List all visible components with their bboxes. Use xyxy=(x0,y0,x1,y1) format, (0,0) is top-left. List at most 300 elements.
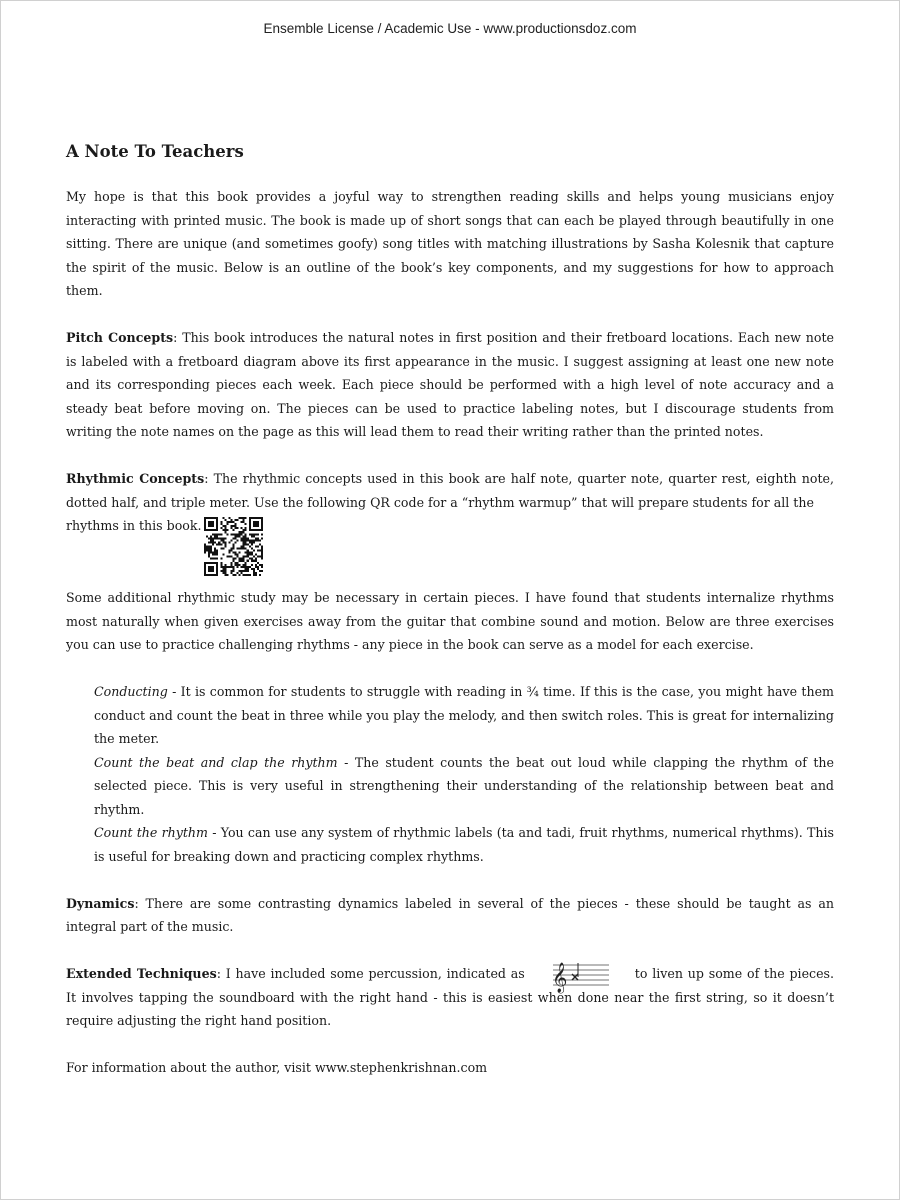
qr-module xyxy=(214,554,216,556)
qr-module xyxy=(242,548,244,550)
qr-module xyxy=(256,525,258,527)
qr-module xyxy=(214,548,216,550)
qr-module xyxy=(204,552,206,554)
qr-module xyxy=(228,521,230,523)
qr-module xyxy=(220,533,222,535)
qr-module xyxy=(256,545,258,547)
qr-module xyxy=(216,568,218,570)
qr-module xyxy=(244,539,246,541)
qr-module xyxy=(204,550,206,552)
qr-module xyxy=(240,560,242,562)
qr-module xyxy=(204,568,206,570)
qr-module xyxy=(250,548,252,550)
qr-module xyxy=(224,570,226,572)
qr-module xyxy=(226,523,228,525)
qr-module xyxy=(232,537,234,539)
qr-module xyxy=(218,541,220,543)
qr-module xyxy=(224,564,226,566)
qr-module xyxy=(246,568,248,570)
qr-module xyxy=(238,535,240,537)
pitch-heading: Pitch Concepts xyxy=(66,330,174,345)
qr-module xyxy=(210,545,212,547)
qr-module xyxy=(242,531,244,533)
qr-module xyxy=(258,517,260,519)
qr-module xyxy=(242,517,244,519)
qr-module xyxy=(256,533,258,535)
qr-module xyxy=(216,562,218,564)
qr-module xyxy=(256,550,258,552)
exercise-item xyxy=(94,680,834,751)
qr-module xyxy=(246,556,248,558)
qr-module xyxy=(250,539,252,541)
qr-module xyxy=(240,566,242,568)
qr-module xyxy=(244,541,246,543)
qr-module xyxy=(260,529,262,531)
qr-module xyxy=(212,525,214,527)
qr-module xyxy=(242,521,244,523)
qr-module xyxy=(216,550,218,552)
qr-module xyxy=(212,523,214,525)
qr-module xyxy=(258,564,260,566)
qr-module xyxy=(252,560,254,562)
qr-module xyxy=(234,554,236,556)
rhythm-paragraph xyxy=(66,467,834,514)
qr-module xyxy=(232,533,234,535)
qr-module xyxy=(256,521,258,523)
qr-module xyxy=(260,545,262,547)
percussion-staff-icon xyxy=(551,955,611,995)
qr-module xyxy=(208,545,210,547)
qr-module xyxy=(210,523,212,525)
qr-module xyxy=(210,566,212,568)
qr-module xyxy=(244,533,246,535)
qr-module xyxy=(216,564,218,566)
qr-module xyxy=(248,539,250,541)
qr-module xyxy=(210,568,212,570)
additional-paragraph: Some additional rhythmic study may be necessary in certain pieces. I have found that students internalize rhythms most naturally when given exercises away from the guitar that combine sound and motion. Below are three exercises you can use to practice challenging rhythms - any piece in the book can serve as a model for each exercise. xyxy=(66,590,834,652)
qr-module xyxy=(212,562,214,564)
qr-module xyxy=(244,548,246,550)
qr-module xyxy=(214,533,216,535)
qr-module xyxy=(260,517,262,519)
qr-module xyxy=(220,558,222,560)
pitch-text: : This book introduces the natural notes in first position and their fretboard locations. Each new note is labeled with a fretboard diagram above its first appearance in the music. I suggest assigning at least one new note and its corresponding pieces each week. Each piece should be performed with a high level of note accuracy and a steady beat before moving on. The pieces can be used to practice labeling notes, but I discourage students from writing the note names on the page as this will lead them to read their writing rather than the printed notes. xyxy=(66,330,834,439)
qr-module xyxy=(254,558,256,560)
qr-module xyxy=(244,523,246,525)
qr-module xyxy=(214,552,216,554)
qr-module xyxy=(208,537,210,539)
qr-module xyxy=(246,537,248,539)
qr-module xyxy=(210,525,212,527)
qr-module xyxy=(254,529,256,531)
qr-module xyxy=(240,558,242,560)
qr-module xyxy=(236,548,238,550)
qr-module xyxy=(234,523,236,525)
qr-module xyxy=(206,550,208,552)
extended-text-a: : I have included some percussion, indicated as xyxy=(216,966,525,981)
qr-module xyxy=(256,523,258,525)
qr-module xyxy=(248,574,250,576)
qr-module xyxy=(216,554,218,556)
qr-module xyxy=(224,566,226,568)
pitch-paragraph xyxy=(66,326,834,444)
qr-module xyxy=(230,572,232,574)
qr-module xyxy=(228,556,230,558)
qr-module xyxy=(242,566,244,568)
qr-module xyxy=(208,562,210,564)
qr-module xyxy=(216,527,218,529)
qr-module xyxy=(226,574,228,576)
qr-module xyxy=(212,517,214,519)
qr-module xyxy=(234,541,236,543)
document-body xyxy=(66,140,834,1103)
qr-module xyxy=(236,554,238,556)
qr-module xyxy=(216,537,218,539)
qr-module xyxy=(226,521,228,523)
rhythm-text: : The rhythmic concepts used in this book are half note, quarter note, quarter rest, eighth note, dotted half, and triple meter. Use the following QR code for a “rhythm warmup” that will prepare students for all the xyxy=(66,471,834,510)
author-website-link[interactable]: www.stephenkrishnan.com xyxy=(314,1060,488,1075)
qr-module xyxy=(256,537,258,539)
qr-module xyxy=(244,564,246,566)
qr-module xyxy=(234,519,236,521)
qr-module xyxy=(220,566,222,568)
qr-module xyxy=(216,525,218,527)
qr-module xyxy=(216,572,218,574)
qr-module xyxy=(212,543,214,545)
qr-module xyxy=(212,539,214,541)
exercise-text: - The student counts the beat out loud while clapping the rhythm of the selected piece. This is very useful in strengthening their understanding of the relationship between beat and rhythm. xyxy=(94,754,834,817)
qr-module xyxy=(234,527,236,529)
qr-module xyxy=(258,550,260,552)
rhythm-text-end: rhythms in this book. xyxy=(66,518,202,533)
qr-module xyxy=(226,529,228,531)
qr-code-icon[interactable] xyxy=(204,517,263,576)
qr-module xyxy=(218,537,220,539)
qr-module xyxy=(238,548,240,550)
qr-module xyxy=(216,543,218,545)
qr-module xyxy=(244,537,246,539)
qr-module xyxy=(252,541,254,543)
qr-module xyxy=(204,545,206,547)
qr-module xyxy=(230,533,232,535)
qr-module xyxy=(214,517,216,519)
qr-module xyxy=(240,572,242,574)
qr-module xyxy=(238,552,240,554)
qr-module xyxy=(230,539,232,541)
qr-module xyxy=(224,543,226,545)
qr-module xyxy=(210,570,212,572)
qr-module xyxy=(248,552,250,554)
qr-module xyxy=(232,529,234,531)
qr-module xyxy=(214,550,216,552)
qr-module xyxy=(246,552,248,554)
qr-module xyxy=(246,570,248,572)
qr-module xyxy=(204,525,206,527)
qr-module xyxy=(204,519,206,521)
qr-module xyxy=(212,566,214,568)
qr-module xyxy=(214,529,216,531)
exercise-item xyxy=(94,821,834,868)
qr-module xyxy=(256,556,258,558)
qr-module xyxy=(224,541,226,543)
dynamics-paragraph xyxy=(66,892,834,939)
qr-module xyxy=(206,535,208,537)
qr-module xyxy=(234,537,236,539)
qr-module xyxy=(222,566,224,568)
extended-heading: Extended Techniques xyxy=(66,966,217,981)
qr-module xyxy=(220,523,222,525)
qr-module xyxy=(208,525,210,527)
qr-module xyxy=(256,566,258,568)
qr-module xyxy=(224,529,226,531)
qr-module xyxy=(232,560,234,562)
qr-module xyxy=(212,554,214,556)
qr-module xyxy=(220,570,222,572)
qr-module xyxy=(246,554,248,556)
qr-module xyxy=(242,541,244,543)
qr-module xyxy=(228,552,230,554)
qr-module xyxy=(256,562,258,564)
qr-module xyxy=(258,556,260,558)
qr-module xyxy=(234,533,236,535)
qr-module xyxy=(204,548,206,550)
qr-module xyxy=(236,556,238,558)
qr-module xyxy=(260,519,262,521)
qr-module xyxy=(238,531,240,533)
qr-module xyxy=(208,554,210,556)
qr-module xyxy=(226,556,228,558)
qr-module xyxy=(258,570,260,572)
qr-module xyxy=(234,558,236,560)
qr-module xyxy=(252,539,254,541)
qr-module xyxy=(254,521,256,523)
qr-module xyxy=(248,517,250,519)
qr-module xyxy=(248,533,250,535)
qr-module xyxy=(236,564,238,566)
qr-module xyxy=(248,566,250,568)
qr-module xyxy=(218,543,220,545)
qr-module xyxy=(238,558,240,560)
qr-module xyxy=(256,529,258,531)
qr-module xyxy=(248,519,250,521)
qr-module xyxy=(226,566,228,568)
qr-module xyxy=(210,558,212,560)
qr-module xyxy=(222,529,224,531)
qr-module xyxy=(206,545,208,547)
qr-module xyxy=(250,541,252,543)
qr-module xyxy=(206,574,208,576)
qr-module xyxy=(208,574,210,576)
qr-module xyxy=(260,564,262,566)
qr-module xyxy=(224,519,226,521)
qr-module xyxy=(232,525,234,527)
qr-module xyxy=(212,558,214,560)
qr-module xyxy=(242,574,244,576)
qr-module xyxy=(208,517,210,519)
qr-module xyxy=(210,552,212,554)
qr-module xyxy=(240,570,242,572)
qr-module xyxy=(222,517,224,519)
qr-module xyxy=(222,541,224,543)
qr-module xyxy=(250,568,252,570)
qr-module xyxy=(242,537,244,539)
page-title: A Note To Teachers xyxy=(66,142,244,161)
qr-module xyxy=(238,570,240,572)
qr-module xyxy=(232,543,234,545)
qr-module xyxy=(208,550,210,552)
qr-module xyxy=(224,574,226,576)
qr-module xyxy=(230,564,232,566)
exercise-name: Count the beat and clap the rhythm xyxy=(94,754,338,770)
qr-module xyxy=(230,527,232,529)
qr-module xyxy=(204,543,206,545)
qr-module xyxy=(204,566,206,568)
qr-module xyxy=(242,556,244,558)
qr-module xyxy=(212,537,214,539)
qr-module xyxy=(234,574,236,576)
qr-module xyxy=(244,517,246,519)
qr-module xyxy=(230,570,232,572)
qr-module xyxy=(204,517,206,519)
qr-module xyxy=(254,545,256,547)
intro-paragraph: My hope is that this book provides a joyful way to strengthen reading skills and helps young musicians enjoy interacting with printed music. The book is made up of short songs that can each be played through beautifully in one sitting. There are unique (and sometimes goofy) song titles with matching illustrations by Sasha Kolesnik that capture the spirit of the music. Below is an outline of the book’s key components, and my suggestions for how to approach them. xyxy=(66,189,834,298)
qr-module xyxy=(236,539,238,541)
qr-module xyxy=(214,558,216,560)
qr-module xyxy=(250,554,252,556)
qr-module xyxy=(210,537,212,539)
qr-module xyxy=(248,545,250,547)
extended-paragraph xyxy=(66,962,834,1033)
exercise-text: - It is common for students to struggle with reading in ¾ time. If this is the case, you might have them conduct and count the beat in three while you play the melody, and then switch roles. This is great for internalizing the meter. xyxy=(94,684,834,746)
qr-module xyxy=(216,570,218,572)
qr-module xyxy=(218,533,220,535)
qr-module xyxy=(244,562,246,564)
qr-module xyxy=(204,574,206,576)
qr-module xyxy=(260,570,262,572)
qr-module xyxy=(230,525,232,527)
qr-module xyxy=(248,521,250,523)
qr-module xyxy=(208,552,210,554)
qr-module xyxy=(254,525,256,527)
qr-module xyxy=(220,537,222,539)
qr-module xyxy=(260,525,262,527)
qr-module xyxy=(244,529,246,531)
qr-module xyxy=(242,519,244,521)
qr-module xyxy=(260,533,262,535)
qr-module xyxy=(216,517,218,519)
qr-module xyxy=(252,556,254,558)
qr-module xyxy=(260,537,262,539)
qr-module xyxy=(240,545,242,547)
qr-module xyxy=(242,539,244,541)
qr-module xyxy=(222,568,224,570)
qr-module xyxy=(260,523,262,525)
exercise-list xyxy=(66,680,834,868)
qr-module xyxy=(254,560,256,562)
qr-module xyxy=(204,529,206,531)
qr-module xyxy=(206,517,208,519)
qr-module xyxy=(244,556,246,558)
qr-module xyxy=(238,564,240,566)
qr-module xyxy=(212,521,214,523)
qr-module xyxy=(222,525,224,527)
qr-module xyxy=(250,552,252,554)
qr-module xyxy=(236,562,238,564)
qr-module xyxy=(242,543,244,545)
qr-module xyxy=(210,521,212,523)
qr-module xyxy=(238,533,240,535)
qr-module xyxy=(230,566,232,568)
qr-module xyxy=(208,521,210,523)
qr-module xyxy=(244,552,246,554)
qr-module xyxy=(258,574,260,576)
qr-module xyxy=(252,535,254,537)
qr-module xyxy=(224,545,226,547)
qr-module xyxy=(216,552,218,554)
qr-module xyxy=(240,533,242,535)
qr-module xyxy=(252,568,254,570)
qr-module xyxy=(252,523,254,525)
qr-module xyxy=(210,548,212,550)
qr-module xyxy=(242,529,244,531)
qr-module xyxy=(256,568,258,570)
qr-module xyxy=(222,537,224,539)
qr-module xyxy=(208,566,210,568)
qr-module xyxy=(244,568,246,570)
exercise-item xyxy=(94,751,834,822)
qr-module xyxy=(216,533,218,535)
qr-module xyxy=(254,572,256,574)
qr-module xyxy=(212,533,214,535)
qr-module xyxy=(244,570,246,572)
qr-module xyxy=(238,574,240,576)
qr-module xyxy=(216,535,218,537)
qr-module xyxy=(252,572,254,574)
qr-module xyxy=(208,568,210,570)
qr-module xyxy=(236,535,238,537)
qr-module xyxy=(238,560,240,562)
qr-module xyxy=(236,519,238,521)
qr-module xyxy=(248,529,250,531)
qr-module xyxy=(232,570,234,572)
qr-module xyxy=(248,523,250,525)
qr-module xyxy=(256,517,258,519)
qr-module xyxy=(246,566,248,568)
qr-module xyxy=(224,572,226,574)
svg-text:𝄞: 𝄞 xyxy=(551,962,568,993)
qr-module xyxy=(244,527,246,529)
qr-module xyxy=(240,517,242,519)
rhythm-heading: Rhythmic Concepts xyxy=(66,471,205,486)
qr-module xyxy=(244,574,246,576)
qr-module xyxy=(234,535,236,537)
qr-module xyxy=(230,556,232,558)
qr-module xyxy=(224,537,226,539)
license-header: Ensemble License / Academic Use - www.productionsdoz.com xyxy=(263,21,637,36)
qr-module xyxy=(260,521,262,523)
qr-module xyxy=(214,562,216,564)
qr-module xyxy=(260,527,262,529)
qr-module xyxy=(220,562,222,564)
qr-module xyxy=(246,543,248,545)
qr-module xyxy=(254,523,256,525)
qr-module xyxy=(204,562,206,564)
qr-module xyxy=(208,556,210,558)
qr-module xyxy=(214,541,216,543)
qr-module xyxy=(244,543,246,545)
qr-module xyxy=(234,525,236,527)
qr-module xyxy=(260,548,262,550)
